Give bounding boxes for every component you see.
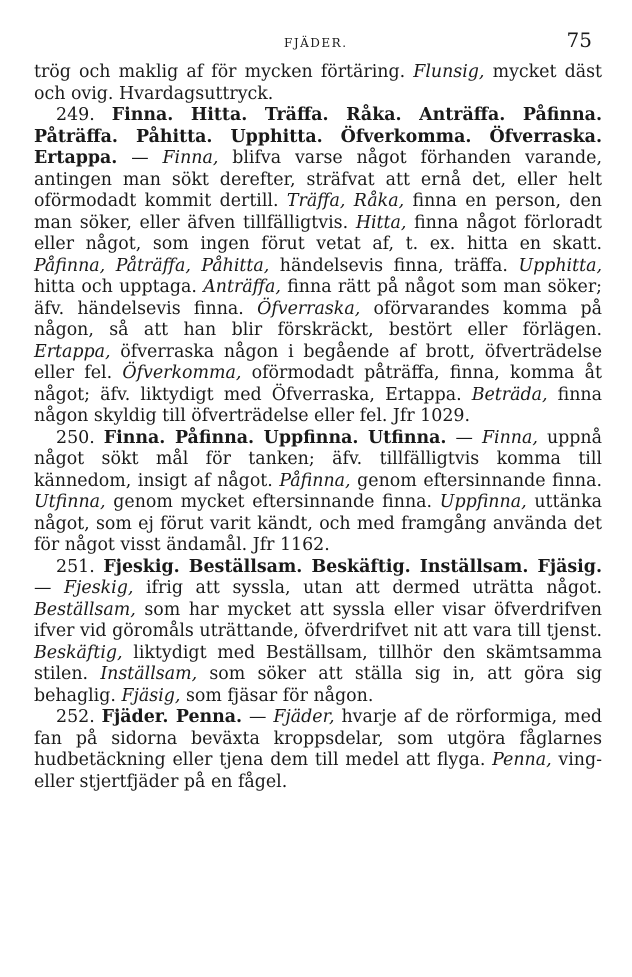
text-run: ving- eller stjertfjäder på en fågel. [34, 750, 603, 792]
text-run: som söker att ställa sig in, att göra sig behaglig. [34, 664, 603, 706]
text-run: oförmodadt påträffa, finna, komma åt något; äfv. liktydigt med Öfverraska, Ertappa. [34, 363, 602, 405]
term-italic: Öfverraska, [257, 298, 361, 319]
text-run: uppnå något sökt mål för tanken; äfv. tillfälligtvis komma till kännedom, insigt af något. [34, 427, 603, 491]
text-run: hvarje af de rörformiga, med fan på sidorna beväxta kroppsdelar, som utgöra fåglarnes hudbetäckning eller tjena dem till medel att flyga. [34, 707, 603, 770]
text-run: blifva varse något förhanden varande, antingen man sökt derefter, sträfvat att ernå det, eller helt oförmodadt kommit dertill. [34, 148, 602, 211]
term-italic: Utfinna, [34, 492, 106, 512]
term-italic: Anträffa, [203, 277, 281, 297]
text-run: händelsevis finna, träffa. [269, 255, 519, 276]
text-run: mycket däst och ovig. Hvardagsuttryck. [34, 62, 602, 104]
text-run: finna en person, den man söker, eller äfven tillfälligtvis. [34, 191, 602, 233]
entry-number: 249. [56, 105, 112, 125]
term-italic: Öfverkomma, [122, 363, 242, 383]
entry-paragraph [34, 557, 602, 708]
body-text [34, 62, 602, 793]
term-italic: Fjäder, [273, 707, 335, 727]
text-run: — [446, 427, 482, 448]
term-italic: Finna, [162, 148, 219, 168]
text-run: trög och maklig af för mycken förtäring. [34, 62, 414, 82]
text-run: genom eftersinnande finna. [350, 470, 602, 491]
headword-bold: Finna. Hitta. Träffa. Råka. Anträffa. Påfinna. Påträffa. Påhitta. Upphitta. Öfverkomma. Öfverraska. Ertappa. [34, 105, 602, 168]
term-italic: Uppfinna, [439, 492, 527, 512]
paragraph-continuation [34, 62, 602, 105]
text-run: oförvarandes komma på någon, så att han blir förskräckt, bestört eller förlägen. [34, 298, 602, 340]
headword-bold: Finna. Påfinna. Uppfinna. Utfinna. [103, 427, 447, 448]
text-run: som har mycket att syssla eller visar öfverdrifven ifver vid göromåls uträttande, öfverdrifvet nit att vara till tjenst. [34, 599, 602, 641]
text-run: ifrig att syssla, utan att dermed uträtta något. [133, 578, 603, 598]
term-italic: Penna, [492, 750, 552, 770]
running-head-title: FJÄDER. [284, 36, 348, 50]
term-italic: Påfinna, Påträffa, Påhitta, [34, 255, 270, 276]
text-run: finna någon skyldig till öfverträdelse eller fel. Jfr 1029. [34, 384, 602, 426]
term-italic: Inställsam, [100, 664, 198, 684]
term-italic: Fjäsig, [121, 685, 181, 706]
text-run: — [117, 148, 163, 168]
term-italic: Träffa, Råka, [286, 191, 405, 211]
entry-paragraph [34, 428, 602, 557]
term-italic: Beställsam, [34, 599, 136, 620]
text-run: — [242, 707, 274, 727]
term-italic: Beskäftig, [34, 642, 123, 663]
page-number: 75 [566, 28, 592, 52]
term-italic: Påfinna, [279, 470, 351, 491]
term-italic: Ertappa, [34, 341, 111, 362]
term-italic: Hitta, [355, 212, 407, 233]
text-run: finna något förloradt eller något, som ingen förut vetat af, t. ex. hitta en skatt. [34, 212, 602, 254]
entry-paragraph [34, 707, 602, 793]
text-run: uttänka något, som ej förut varit kändt, och med framgång använda det för något visst ändamål. Jfr 1162. [34, 492, 602, 555]
entry-number: 250. [56, 427, 104, 448]
headword-bold: Fjeskig. Beställsam. Beskäftig. Inställsam. Fjäsig. [103, 556, 603, 577]
entry-number: 251. [56, 556, 104, 577]
term-italic: Finna, [481, 427, 538, 448]
text-run: öfverraska någon i begående af brott, öfverträdelse eller fel. [34, 341, 602, 383]
term-italic: Beträda, [471, 384, 548, 405]
term-italic: Fjeskig, [63, 578, 134, 598]
text-run: som fjäsar för någon. [180, 685, 374, 706]
headword-bold: Fjäder. Penna. [101, 707, 243, 727]
text-run: — [34, 578, 64, 598]
text-run: hitta och upptaga. [34, 277, 204, 297]
term-italic: Upphitta, [518, 255, 602, 276]
text-run: finna rätt på något som man söker; äfv. händelsevis finna. [34, 277, 602, 319]
text-run: liktydigt med Beställsam, tillhör den skämtsamma stilen. [34, 642, 602, 684]
term-italic: Flunsig, [413, 62, 485, 82]
running-head [34, 26, 602, 62]
entry-number: 252. [56, 707, 102, 727]
text-run: genom mycket eftersinnande finna. [105, 492, 440, 512]
entry-paragraph [34, 105, 602, 428]
